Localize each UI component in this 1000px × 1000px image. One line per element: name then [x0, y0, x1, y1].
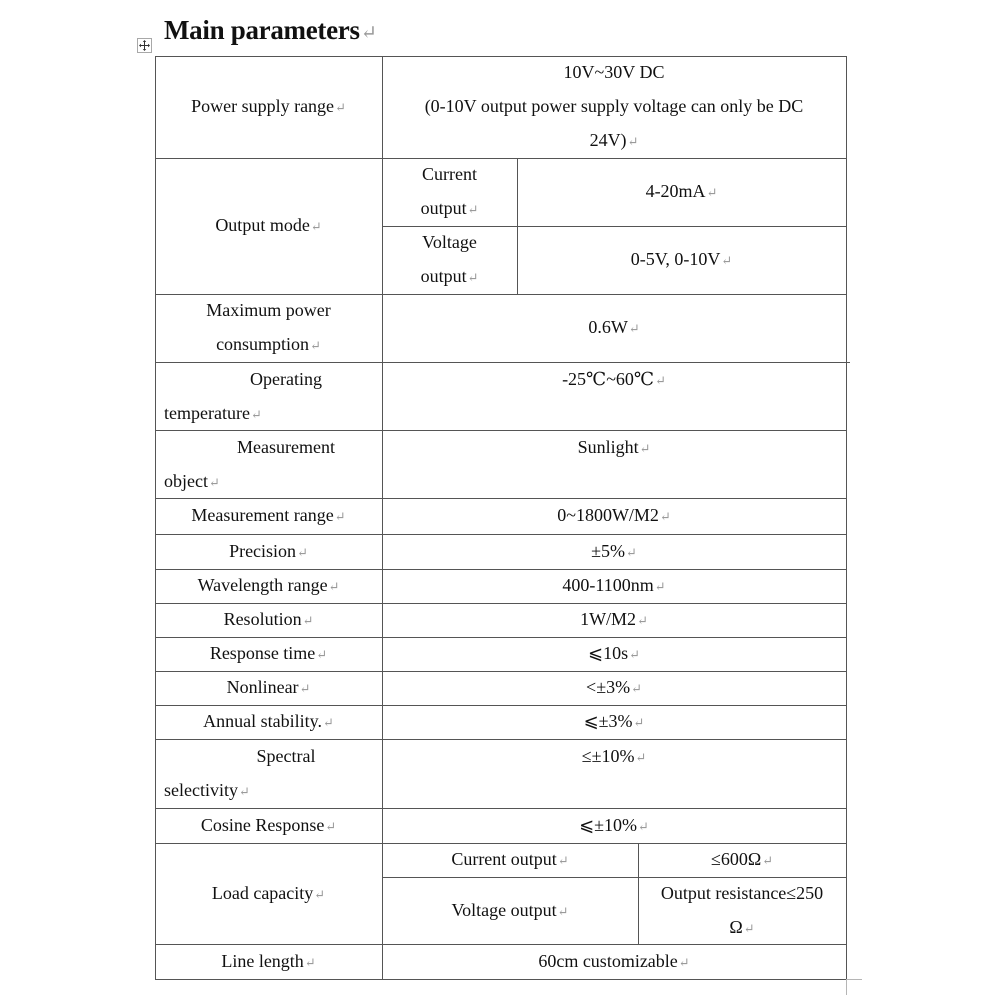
paragraph-mark-icon: ↵	[310, 219, 322, 234]
text: ≤±10%	[581, 746, 635, 766]
text: object	[164, 471, 208, 491]
text-line	[422, 157, 477, 191]
param-value-cell	[382, 637, 846, 671]
param-value-cell	[382, 739, 846, 808]
paragraph-mark-icon: ↵	[629, 647, 640, 662]
param-label-cell	[155, 671, 382, 705]
paragraph-mark-icon: ↵	[633, 715, 645, 730]
text-line	[216, 327, 321, 363]
text-line	[588, 310, 639, 346]
text-line	[206, 293, 330, 327]
text-line	[229, 534, 308, 570]
text-line	[164, 739, 378, 773]
paragraph-mark-icon: ↵	[762, 853, 774, 868]
text: 1W/M2	[580, 609, 637, 629]
text: 0.6W	[588, 317, 628, 337]
param-value-cell	[382, 294, 846, 362]
text-line	[425, 89, 804, 123]
sub-label-cell	[382, 877, 638, 944]
text: Operating	[250, 369, 322, 389]
text-line	[198, 568, 340, 604]
text: 0~1800W/M2	[557, 505, 659, 525]
text-line	[588, 636, 640, 672]
table-border	[155, 498, 847, 499]
table-move-handle[interactable]	[137, 38, 152, 53]
table-border	[155, 944, 847, 945]
paragraph-mark-icon: ↵	[304, 954, 316, 970]
text: <±3%	[586, 677, 631, 697]
param-value-cell	[382, 362, 846, 430]
text-line	[191, 498, 345, 534]
text: Load capacity	[211, 882, 314, 903]
text-line	[451, 842, 568, 878]
text-line	[227, 670, 311, 706]
table-border	[846, 979, 862, 980]
text: Output mode	[215, 215, 310, 235]
text-line	[590, 123, 639, 159]
table-border	[155, 56, 156, 980]
table-border	[846, 56, 847, 980]
table-border	[382, 877, 846, 878]
text-line	[224, 602, 314, 638]
param-label-cell	[155, 430, 382, 498]
param-value-cell	[638, 877, 846, 944]
param-label-cell	[155, 56, 382, 158]
text: Line length	[221, 950, 304, 971]
text: Voltage	[422, 232, 477, 252]
text-line	[646, 174, 718, 210]
text-line	[451, 893, 568, 929]
text: 4-20mA	[645, 181, 706, 201]
paragraph-mark-icon: ↵	[316, 647, 328, 662]
param-label-cell	[155, 739, 382, 808]
param-label-cell	[155, 158, 382, 294]
paragraph-mark-icon: ↵	[557, 853, 569, 868]
param-label-cell	[155, 843, 382, 944]
section-heading: Main parameters↵	[164, 15, 377, 45]
param-value-cell	[382, 569, 846, 603]
text: output	[420, 198, 467, 218]
sub-label-cell	[382, 843, 638, 877]
text: Output resistance≤250	[660, 882, 824, 903]
text: output	[420, 266, 467, 286]
param-value-cell	[382, 56, 846, 158]
text: (0-10V output power supply voltage can only be DC	[424, 96, 804, 116]
text-line	[711, 842, 773, 878]
text: 10V~30V DC	[563, 62, 665, 82]
param-label-cell	[155, 944, 382, 979]
table-border	[155, 808, 847, 809]
table-border	[155, 158, 847, 159]
paragraph-mark-icon: ↵	[638, 818, 649, 834]
param-value-cell	[638, 843, 846, 877]
move-arrows-icon	[139, 40, 150, 51]
text-line	[215, 208, 321, 244]
table-border	[155, 739, 847, 740]
text-line	[203, 704, 334, 740]
text-line	[538, 944, 689, 980]
table-border	[155, 705, 847, 706]
paragraph-mark-icon: ↵	[322, 715, 334, 730]
paragraph-mark-icon: ↵	[721, 253, 733, 268]
text-line	[562, 568, 665, 604]
param-value-cell	[382, 671, 846, 705]
paragraph-mark-icon: ↵	[706, 185, 718, 200]
text: ⩽±3%	[583, 711, 633, 731]
paragraph-mark-icon: ↵	[238, 784, 250, 799]
text-line	[164, 464, 378, 500]
text: Nonlinear	[226, 677, 299, 697]
paragraph-mark-icon: ↵	[328, 579, 340, 594]
table-border	[155, 430, 847, 431]
text: 400-1100nm	[562, 575, 654, 595]
text-line	[557, 498, 671, 534]
text-line	[421, 259, 479, 295]
table-border	[517, 158, 518, 294]
paragraph-mark-icon: ↵	[250, 407, 262, 422]
text-line	[164, 430, 378, 464]
text: consumption	[216, 334, 310, 354]
text: temperature	[164, 403, 250, 423]
param-value-cell	[382, 944, 846, 979]
param-value-cell	[517, 158, 846, 226]
text: ⩽10s	[588, 643, 629, 663]
param-label-cell	[155, 808, 382, 843]
param-value-cell	[382, 603, 846, 637]
table-border	[155, 637, 847, 638]
paragraph-mark-icon: ↵	[208, 475, 220, 490]
paragraph-mark-icon: ↵	[557, 903, 569, 919]
text-line	[661, 876, 823, 910]
text: Precision	[229, 540, 297, 561]
text-line	[586, 670, 642, 706]
text-line	[422, 225, 477, 259]
text: 0-5V, 0-10V	[630, 249, 721, 269]
text-line	[210, 636, 327, 672]
table-border	[155, 671, 847, 672]
paragraph-mark-icon: ↵	[637, 613, 648, 628]
table-border	[638, 843, 639, 944]
table-border	[155, 603, 847, 604]
paragraph-mark-icon: ↵	[655, 373, 666, 388]
text: Measurement range	[191, 505, 334, 525]
param-value-cell	[382, 498, 846, 534]
param-label-cell	[155, 603, 382, 637]
param-value-cell	[382, 808, 846, 843]
table-border	[155, 843, 847, 844]
table-border	[846, 362, 850, 363]
text-line	[164, 362, 378, 396]
text: Cosine Response	[200, 814, 325, 835]
text-line	[579, 808, 649, 844]
text: 24V)	[589, 130, 627, 150]
paragraph-mark-icon: ↵	[635, 750, 647, 765]
text: Measurement	[237, 437, 335, 457]
text-line	[631, 242, 733, 278]
text: Power supply range	[191, 96, 335, 116]
text-line	[580, 602, 648, 638]
table-border	[846, 979, 847, 995]
text: Annual stability.	[203, 711, 322, 731]
text-line	[564, 55, 665, 89]
param-value-cell	[382, 430, 846, 498]
param-label-cell	[155, 294, 382, 362]
text-line	[582, 739, 647, 775]
paragraph-mark-icon: ↵	[654, 579, 666, 594]
text: Spectral	[256, 746, 316, 766]
text-line	[584, 704, 645, 740]
table-border	[155, 569, 847, 570]
param-value-cell	[382, 705, 846, 739]
paragraph-mark-icon: ↵	[467, 202, 479, 217]
text-line	[421, 191, 479, 227]
sub-label-cell	[382, 158, 517, 226]
param-label-cell	[155, 705, 382, 739]
text: selectivity	[164, 780, 238, 800]
text: Maximum power	[206, 300, 331, 320]
text: -25℃~60℃	[562, 369, 655, 389]
paragraph-mark-icon: ↵	[659, 509, 671, 524]
paragraph-mark-icon: ↵	[467, 270, 479, 285]
text: Current	[422, 164, 477, 184]
text: ⩽±10%	[579, 814, 638, 835]
paragraph-mark-icon: ↵	[297, 544, 308, 560]
param-label-cell	[155, 569, 382, 603]
sub-label-cell	[382, 226, 517, 294]
text: Voltage output	[451, 899, 557, 920]
table-border	[155, 362, 847, 363]
table-border	[155, 979, 847, 980]
paragraph-mark-icon: ↵	[325, 818, 337, 834]
table-border	[155, 534, 847, 535]
paragraph-mark-icon: ↵	[631, 681, 642, 696]
paragraph-mark-icon: ↵	[678, 954, 690, 970]
paragraph-mark-icon: ↵	[334, 509, 346, 524]
text-line	[578, 430, 651, 466]
text: ≤600Ω	[710, 849, 762, 869]
paragraph-mark-icon: ↵	[302, 613, 314, 628]
paragraph-mark-icon: ↵	[314, 886, 326, 902]
text-line	[201, 808, 336, 844]
text: 60cm customizable	[538, 950, 678, 971]
paragraph-mark-icon: ↵	[627, 134, 639, 149]
text-line	[591, 534, 637, 570]
table-border	[382, 56, 383, 979]
text: ±5%	[591, 540, 625, 561]
paragraph-mark-icon: ↵	[639, 441, 651, 456]
table-border	[155, 294, 847, 295]
param-label-cell	[155, 637, 382, 671]
paragraph-mark-icon: ↵	[335, 100, 346, 115]
text: Sunlight	[577, 437, 639, 457]
paragraph-mark-icon: ↵	[626, 544, 637, 560]
text-line	[191, 89, 346, 125]
param-value-cell	[382, 534, 846, 569]
table-border	[382, 226, 846, 227]
paragraph-mark-icon: ↵	[299, 681, 311, 696]
text: Current output	[451, 849, 557, 869]
param-label-cell	[155, 534, 382, 569]
param-label-cell	[155, 498, 382, 534]
param-value-cell	[517, 226, 846, 294]
table-border	[155, 56, 847, 57]
text-line	[729, 910, 754, 946]
param-label-cell	[155, 362, 382, 430]
text: Response time	[209, 643, 316, 663]
paragraph-mark-icon: ↵	[743, 920, 755, 936]
paragraph-mark-icon: ↵	[360, 23, 377, 44]
paragraph-mark-icon: ↵	[310, 338, 321, 353]
text-line	[221, 944, 315, 980]
text: Wavelength range	[197, 575, 328, 595]
text-line	[164, 773, 378, 809]
text-line	[164, 396, 378, 432]
paragraph-mark-icon: ↵	[628, 321, 640, 336]
text-line	[212, 876, 325, 912]
text: Resolution	[223, 609, 302, 629]
text-line	[562, 362, 666, 398]
text: Ω	[729, 916, 743, 937]
